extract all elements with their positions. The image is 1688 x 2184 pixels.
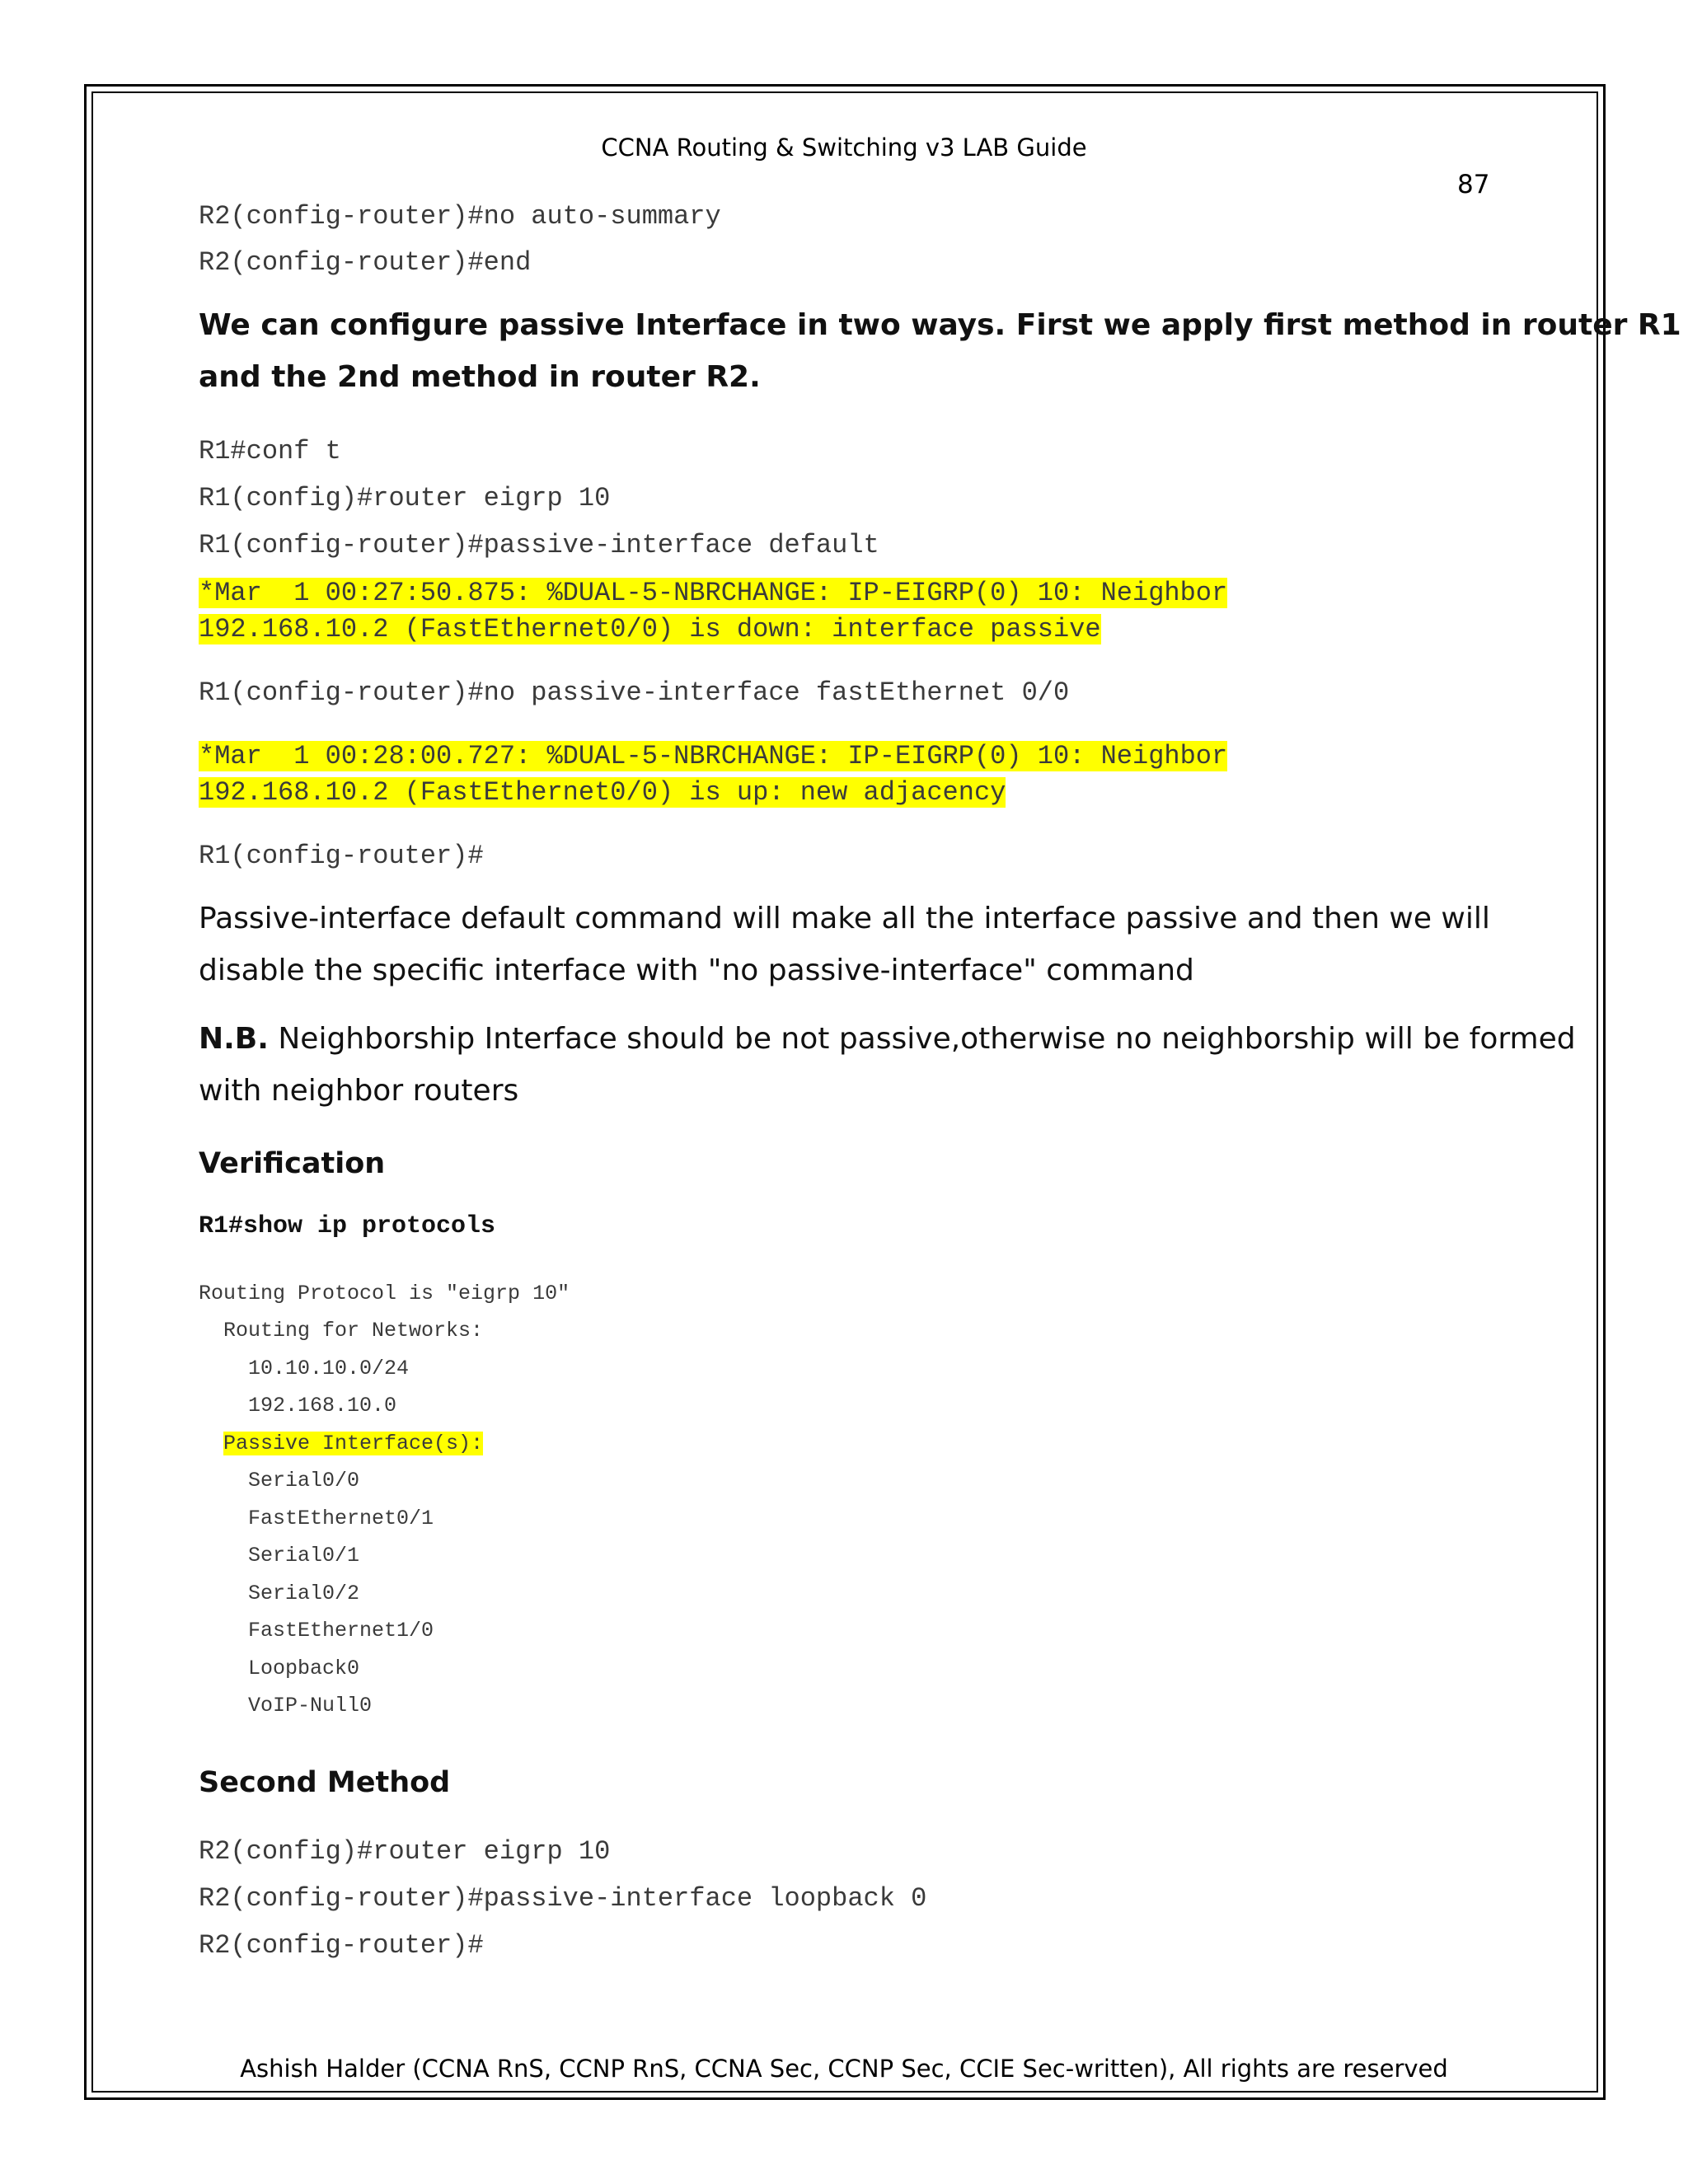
code-line: R1(config-router)#passive-interface default xyxy=(199,530,879,560)
highlighted-text: *Mar 1 00:28:00.727: %DUAL-5-NBRCHANGE: IP-EIGRP(0) 10: Neighbor xyxy=(199,741,1228,771)
highlighted-text: 192.168.10.2 (FastEthernet0/0) is up: new adjacency xyxy=(199,777,1006,808)
note-line: with neighbor routers xyxy=(199,1074,519,1108)
command-line: R1#show ip protocols xyxy=(199,1212,496,1240)
page-number: 87 xyxy=(1457,170,1490,199)
output-line: FastEthernet0/1 xyxy=(199,1507,434,1530)
code-line: R2(config-router)#no auto-summary xyxy=(199,201,721,232)
code-line: R2(config-router)#passive-interface loopback 0 xyxy=(199,1883,927,1914)
log-line xyxy=(199,741,1227,771)
log-line xyxy=(199,578,1227,608)
highlighted-text: 192.168.10.2 (FastEthernet0/0) is down: interface passive xyxy=(199,614,1101,644)
note-text: Neighborship Interface should be not passive,otherwise no neighborship will be formed xyxy=(268,1022,1576,1056)
output-line: Loopback0 xyxy=(199,1657,360,1680)
output-line: FastEthernet1/0 xyxy=(199,1619,434,1643)
log-line xyxy=(199,614,1101,644)
header-title: CCNA Routing & Switching v3 LAB Guide xyxy=(601,134,1087,162)
output-line xyxy=(199,1432,483,1455)
footer-text: Ashish Halder (CCNA RnS, CCNP RnS, CCNA Sec, CCNP Sec, CCIE Sec-written), All rights are reserved xyxy=(240,2055,1448,2083)
code-line: R1#conf t xyxy=(199,436,341,466)
intro-line: and the 2nd method in router R2. xyxy=(199,360,761,394)
output-line: Routing for Networks: xyxy=(199,1319,484,1343)
code-line: R1(config)#router eigrp 10 xyxy=(199,483,611,513)
explanation-line: disable the specific interface with "no passive-interface" command xyxy=(199,954,1194,987)
code-line: R2(config-router)#end xyxy=(199,247,532,278)
highlighted-text: Passive Interface(s): xyxy=(223,1432,484,1455)
note-line xyxy=(199,1022,1576,1056)
code-line: R1(config-router)#no passive-interface fastEthernet 0/0 xyxy=(199,677,1070,708)
output-line: VoIP-Null0 xyxy=(199,1694,373,1718)
code-line: R2(config-router)# xyxy=(199,1930,484,1961)
output-line: Serial0/2 xyxy=(199,1582,360,1605)
output-line: Serial0/0 xyxy=(199,1469,360,1493)
output-line: Serial0/1 xyxy=(199,1544,360,1568)
output-line: 192.168.10.0 xyxy=(199,1394,397,1418)
section-heading: Second Method xyxy=(199,1766,451,1799)
highlighted-text: *Mar 1 00:27:50.875: %DUAL-5-NBRCHANGE: IP-EIGRP(0) 10: Neighbor xyxy=(199,578,1228,608)
output-line: 10.10.10.0/24 xyxy=(199,1357,410,1380)
explanation-line: Passive-interface default command will make all the interface passive and then we will xyxy=(199,902,1490,935)
log-line xyxy=(199,777,1006,808)
code-line: R2(config)#router eigrp 10 xyxy=(199,1836,611,1867)
output-line: Routing Protocol is "eigrp 10" xyxy=(199,1282,570,1305)
code-line: R1(config-router)# xyxy=(199,841,484,871)
note-label: N.B. xyxy=(199,1022,269,1056)
section-heading: Verification xyxy=(199,1147,386,1180)
intro-line: We can configure passive Interface in two ways. First we apply first method in router R1 xyxy=(199,308,1681,342)
